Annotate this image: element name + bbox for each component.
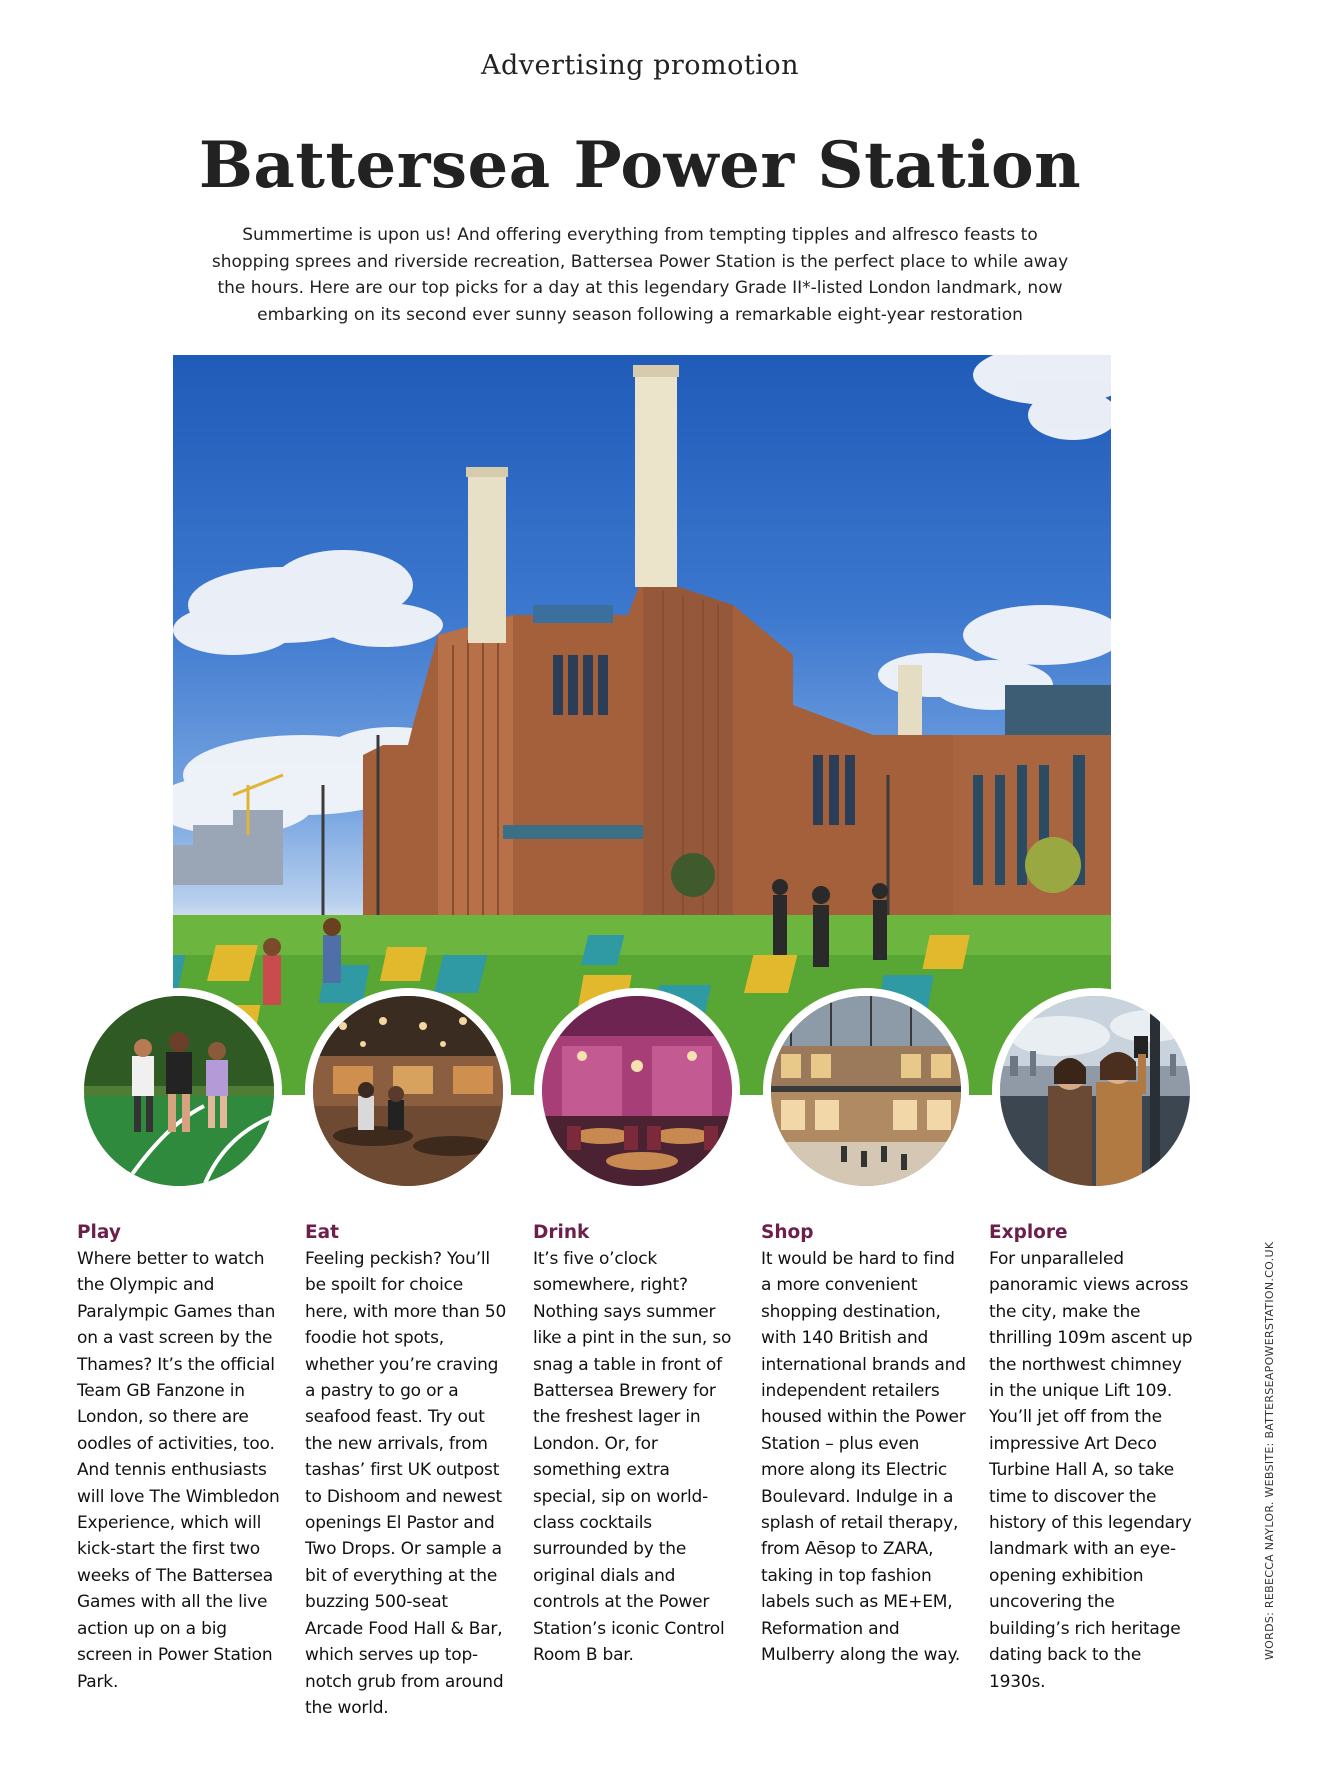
shop-thumbnail-image bbox=[763, 988, 969, 1194]
section-body-explore: For unparalleled panoramic views across the city, make the thrilling 109m ascent up the northwest chimney in the unique Lift 109. You’ll jet off from the impressive Art Deco Turbine Hall A, so take time to discover the history of this legendary landmark with an eye-opening exhibition uncovering the building’s rich heritage dating back to the 1930s. bbox=[989, 1249, 1193, 1692]
section-play bbox=[77, 1220, 282, 1695]
section-heading-shop: Shop bbox=[761, 1222, 814, 1243]
promo-label: Advertising promotion bbox=[480, 50, 800, 81]
drink-thumbnail-image bbox=[534, 988, 740, 1194]
section-eat bbox=[305, 1220, 510, 1721]
section-body-play: Where better to watch the Olympic and Paralympic Games than on a vast screen by the Thames? It’s the official Team GB Fanzone in London, so there are oodles of activities, too. And tennis enthusiasts will love The Wimbledon Experience, which will kick-start the first two weeks of The Battersea Games with all the live action up on a big screen in Power Station Park. bbox=[77, 1249, 280, 1692]
explore-thumbnail-image bbox=[992, 988, 1198, 1194]
page-title: Battersea Power Station bbox=[198, 128, 1082, 203]
hero-image-power-station bbox=[173, 355, 1111, 1095]
section-heading-play: Play bbox=[77, 1222, 121, 1243]
section-heading-eat: Eat bbox=[305, 1222, 339, 1243]
intro-paragraph: Summertime is upon us! And offering everything from tempting tipples and alfresco feasts to shopping sprees and riverside recreation, Battersea Power Station is the perfect place to while away the hours. Here are our top picks for a day at this legendary Grade II*-listed London landmark, now embarking on its second ever sunny season following a remarkable eight-year restoration bbox=[211, 225, 1069, 325]
credit-line: WORDS: REBECCA NAYLOR. WEBSITE: BATTERSEAPOWERSTATION.CO.UK bbox=[1263, 1241, 1276, 1660]
section-body-eat: Feeling peckish? You’ll be spoilt for choice here, with more than 50 foodie hot spots, whether you’re craving a pastry to go or a seafood feast. Try out the new arrivals, from tashas’ first UK outpost to Dishoom and newest openings El Pastor and Two Drops. Or sample a bit of everything at the buzzing 500-seat Arcade Food Hall & Bar, which serves up top-notch grub from around the world. bbox=[305, 1249, 507, 1718]
section-shop bbox=[761, 1220, 966, 1669]
play-thumbnail-image bbox=[76, 988, 282, 1194]
section-body-shop: It would be hard to find a more convenient shopping destination, with 140 British and international brands and independent retailers housed within the Power Station – plus even more along its Electric Boulevard. Indulge in a splash of retail therapy, from Aēsop to ZARA, taking in top fashion labels such as ME+EM, Reformation and Mulberry along the way. bbox=[761, 1249, 966, 1666]
section-explore bbox=[989, 1220, 1194, 1695]
eat-thumbnail-image bbox=[305, 988, 511, 1194]
section-heading-drink: Drink bbox=[533, 1222, 590, 1243]
section-body-drink: It’s five o’clock somewhere, right? Nothing says summer like a pint in the sun, so snag a table in front of Battersea Brewery for the freshest lager in London. Or, for something extra special, sip on world-class cocktails surrounded by the original dials and controls at the Power Station’s iconic Control Room B bar. bbox=[533, 1249, 732, 1666]
section-drink bbox=[533, 1220, 738, 1669]
section-heading-explore: Explore bbox=[989, 1222, 1068, 1243]
